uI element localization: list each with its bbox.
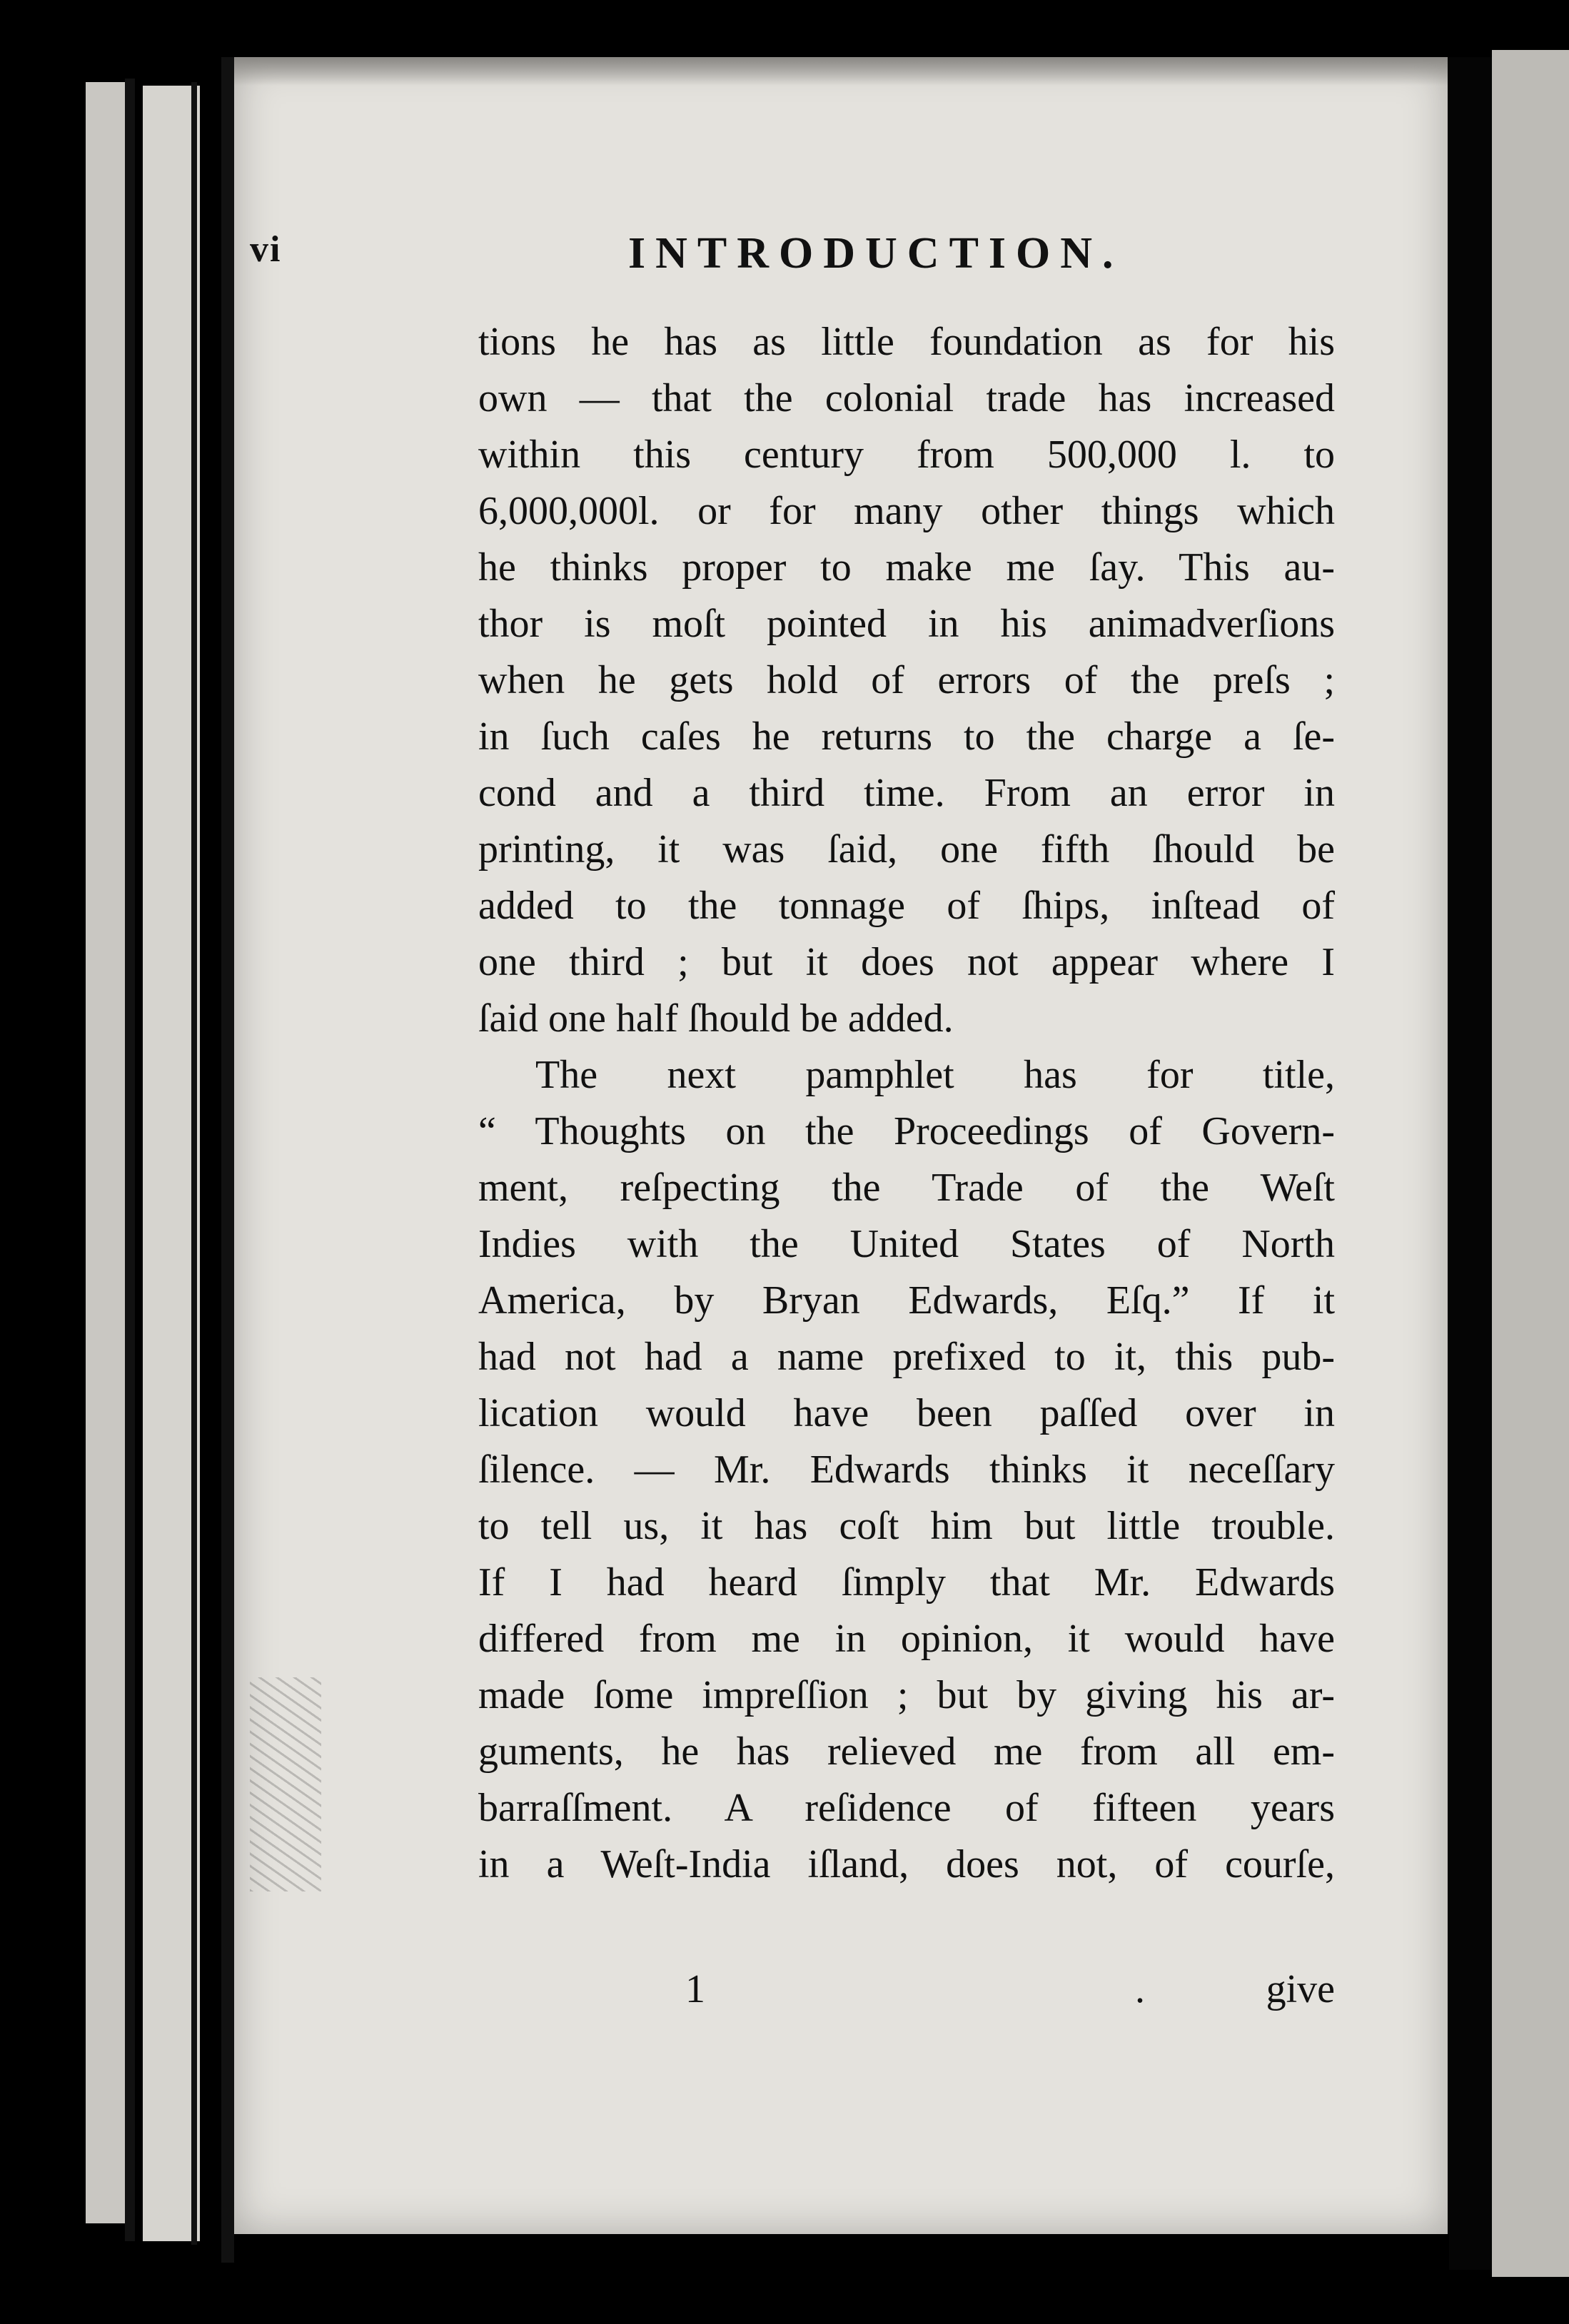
- page-top-shadow: [234, 57, 1448, 86]
- text-line: Indies with the United States of North: [478, 1222, 1335, 1266]
- binding-shadow: [1449, 57, 1492, 2270]
- page-number: vi: [250, 229, 282, 270]
- text-line: within this century from 500,000 l. to: [478, 433, 1335, 477]
- text-line: tions he has as little foundation as for his: [478, 320, 1335, 364]
- text-line: he thinks proper to make me ſay. This au-: [478, 545, 1335, 590]
- text-line: lication would have been paſſed over in: [478, 1391, 1335, 1435]
- signature-mark: 1: [685, 1967, 705, 2011]
- text-line: thor is moſt pointed in his animadverſions: [478, 602, 1335, 646]
- text-line: differed from me in opinion, it would have: [478, 1617, 1335, 1661]
- text-line: printing, it was ſaid, one fifth ſhould be: [478, 827, 1335, 872]
- text-line: The next pamphlet has for title,: [535, 1053, 1335, 1097]
- text-line: made ſome impreſſion ; but by giving his ar-: [478, 1673, 1335, 1717]
- foxing-marks: [250, 1677, 321, 1891]
- text-line: when he gets hold of errors of the preſs ;: [478, 658, 1335, 702]
- body-text: [478, 314, 1335, 1893]
- running-title: INTRODUCTION.: [628, 229, 1124, 278]
- page-edge-divider: [125, 79, 135, 2241]
- text-line: one third ; but it does not appear where I: [478, 940, 1335, 984]
- text-line: America, by Bryan Edwards, Eſq.” If it: [478, 1278, 1335, 1323]
- page-edge-divider: [191, 82, 197, 2245]
- text-line: had not had a name prefixed to it, this pub-: [478, 1335, 1335, 1379]
- running-head: [250, 228, 1321, 293]
- footer-dot: .: [1135, 1967, 1145, 2011]
- text-line: in ſuch caſes he returns to the charge a ſe-: [478, 714, 1335, 759]
- text-line: 6,000,000l. or for many other things which: [478, 489, 1335, 533]
- text-line: guments, he has relieved me from all em-: [478, 1729, 1335, 1774]
- page-edge-left-outer: [86, 82, 128, 2223]
- page-edge-divider: [221, 57, 234, 2263]
- text-line: ment, reſpecting the Trade of the Weſt: [478, 1166, 1335, 1210]
- text-line: ſilence. — Mr. Edwards thinks it neceſſary: [478, 1448, 1335, 1492]
- facing-page-edge: [1492, 50, 1569, 2277]
- text-line: cond and a third time. From an error in: [478, 771, 1335, 815]
- page-footer: [478, 1966, 1335, 2024]
- text-line: barraſſment. A reſidence of fifteen years: [478, 1786, 1335, 1830]
- text-line: If I had heard ſimply that Mr. Edwards: [478, 1560, 1335, 1605]
- text-line: ſaid one half ſhould be added.: [478, 996, 954, 1041]
- text-line: added to the tonnage of ſhips, inſtead of: [478, 884, 1335, 928]
- text-line: own — that the colonial trade has increased: [478, 376, 1335, 420]
- text-line: “ Thoughts on the Proceedings of Govern-: [478, 1109, 1335, 1153]
- text-line: in a Weſt-India iſland, does not, of courſe,: [478, 1842, 1335, 1886]
- catchword: give: [1266, 1967, 1335, 2011]
- text-line: to tell us, it has coſt him but little trouble.: [478, 1504, 1335, 1548]
